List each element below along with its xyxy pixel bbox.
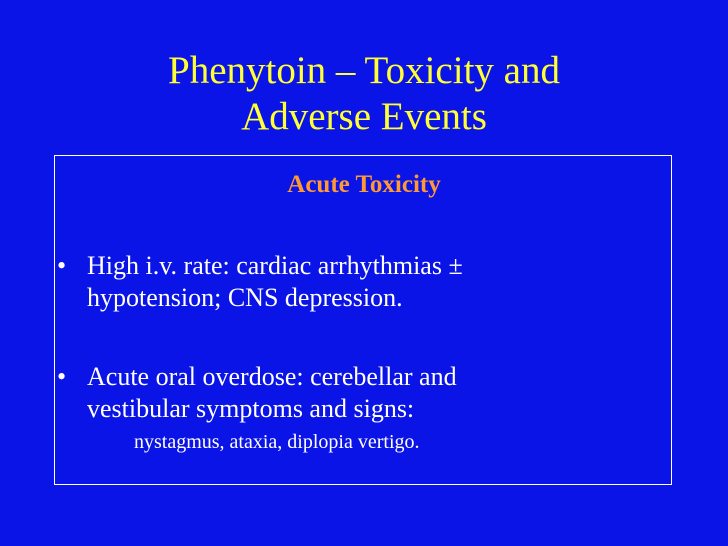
slide-title-line-2: Adverse Events (241, 95, 487, 138)
bullet-marker: • (57, 362, 67, 391)
bullet-marker: • (57, 251, 67, 280)
bullet-text-line-2: vestibular symptoms and signs: (87, 394, 415, 423)
content-box (54, 155, 672, 485)
sub-bullet-text: nystagmus, ataxia, diplopia vertigo. (134, 431, 420, 453)
slide-title-line-1: Phenytoin – Toxicity and (168, 49, 560, 92)
bullet-text (87, 361, 647, 425)
slide-title (60, 48, 668, 140)
bullet-text-line-2: hypotension; CNS depression. (87, 283, 403, 312)
section-heading: Acute Toxicity (287, 171, 441, 198)
bullet-text-line-1: Acute oral overdose: cerebellar and (87, 362, 457, 391)
bullet-text (87, 250, 647, 314)
bullet-text-line-1: High i.v. rate: cardiac arrhythmias ± (87, 251, 463, 280)
